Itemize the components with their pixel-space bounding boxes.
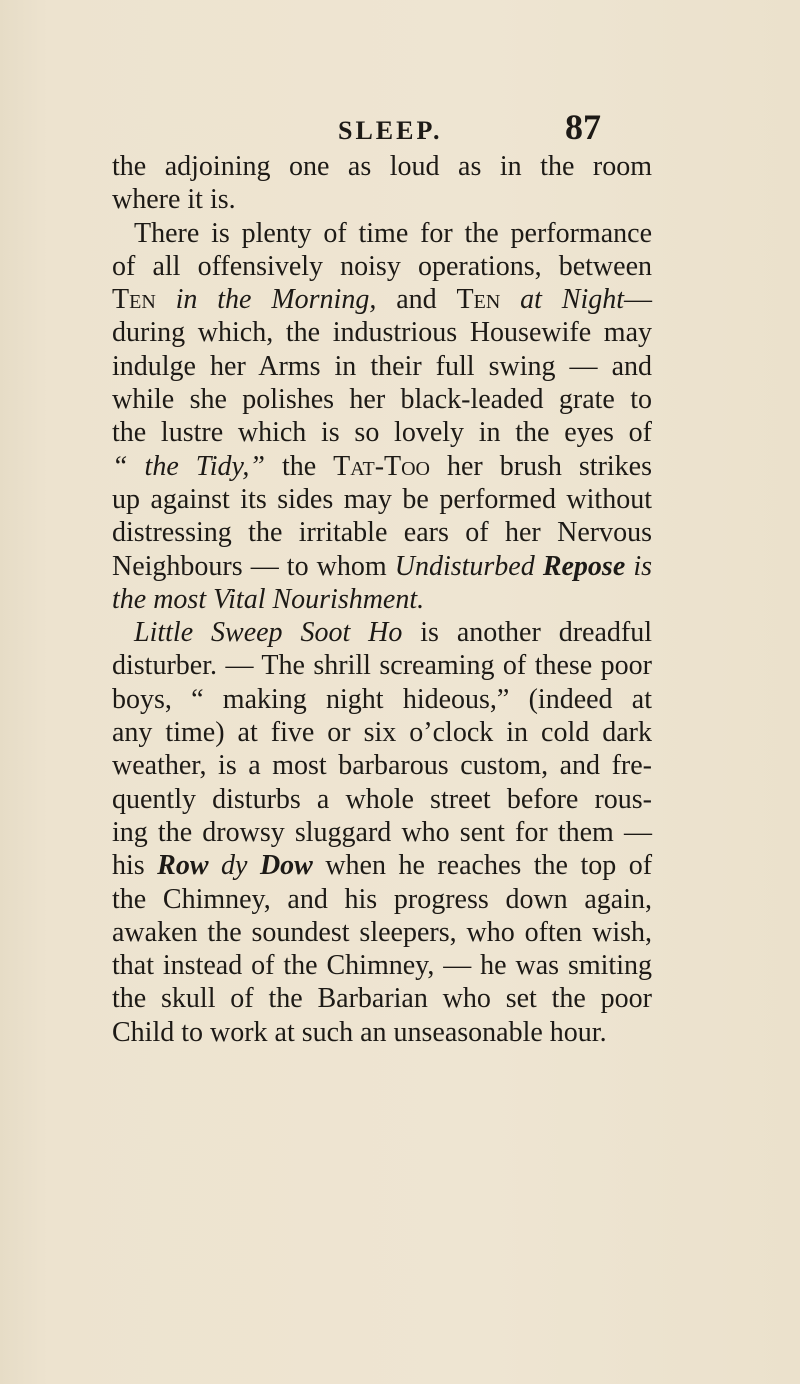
italic-is: is (633, 550, 653, 582)
text-span: when he reaches the top of (325, 850, 653, 882)
text-line: while she polishes her black-leaded grate to (112, 384, 652, 416)
running-head (0, 107, 800, 152)
italic-dy: dy (221, 850, 248, 882)
text-line: any time) at five or six o’clock in cold dark (112, 717, 652, 749)
text-line: the lustre which is so lovely in the eyes of (112, 417, 652, 449)
page-number: 87 (565, 107, 601, 147)
small-caps-tat-too: Tat-Too (333, 450, 431, 482)
text-line: the Chimney, and his progress down again, (112, 883, 652, 915)
bold-italic-row: Row (157, 850, 209, 882)
text-line: distressing the irritable ears of her Nervous (112, 517, 652, 549)
italic-tidy: “ the Tidy,” (112, 450, 265, 482)
text-line: ing the drowsy sluggard who sent for them — (112, 816, 652, 848)
text-the: the (281, 450, 317, 482)
text-line: that instead of the Chimney, — he was smiting (112, 950, 652, 982)
text-line: disturber. — The shrill screaming of these poor (112, 650, 652, 682)
running-title: SLEEP. (338, 116, 443, 145)
italic-undisturbed: Undisturbed (394, 550, 535, 582)
text-and: and (396, 284, 437, 316)
text-line (112, 283, 652, 316)
text-line: awaken the soundest sleepers, who often wish, (112, 916, 652, 948)
bold-italic-dow: Dow (259, 850, 313, 882)
text-line: boys, “ making night hideous,” (indeed at (112, 683, 652, 715)
italic-morning: in the Morning, (175, 284, 377, 316)
text-line (112, 550, 652, 583)
body-text (112, 150, 652, 1049)
paragraph-start: There is plenty of time for the performance (134, 217, 652, 249)
italic-sweep-soot-ho: Little Sweep Soot Ho (134, 617, 403, 649)
text-his: his (112, 850, 145, 882)
text-line (112, 450, 652, 483)
text-line: the adjoining one as loud as in the room (112, 151, 652, 182)
text-span: is another dreadful (420, 617, 652, 649)
bold-italic-repose: Repose (542, 550, 626, 582)
italic-line: the most Vital Nourishment. (112, 583, 425, 615)
text-span: Neighbours — to whom (112, 550, 387, 582)
text-line: Child to work at such an unseasonable hour. (112, 1016, 607, 1048)
dash: — (624, 284, 652, 316)
paragraph-start (112, 616, 652, 649)
text-line: indulge her Arms in their full swing — and (112, 350, 652, 382)
text-line: during which, the industrious Housewife may (112, 317, 652, 349)
text-line: where it is. (112, 184, 236, 216)
text-line: of all offensively noisy operations, between (112, 250, 652, 282)
small-caps-ten: Ten (112, 284, 156, 316)
italic-night: at Night (520, 284, 624, 316)
text-span: her brush strikes (446, 450, 652, 482)
small-caps-ten: Ten (456, 284, 501, 316)
text-line: the skull of the Barbarian who set the poor (112, 983, 652, 1015)
text-line: quently disturbs a whole street before rous- (112, 783, 652, 815)
text-line (112, 849, 652, 882)
text-line: up against its sides may be performed without (112, 483, 652, 515)
text-line: weather, is a most barbarous custom, and fre- (112, 750, 652, 782)
